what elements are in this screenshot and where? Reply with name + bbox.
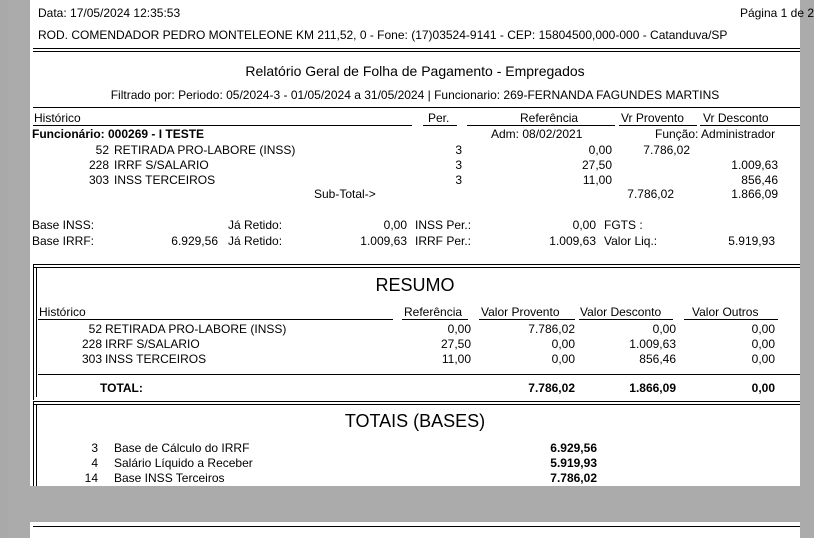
col-underline-per xyxy=(423,125,457,126)
resumo-outros: 0,00 xyxy=(751,337,775,351)
subtotal-label: Sub-Total-> xyxy=(314,187,376,201)
company-address: ROD. COMENDADOR PEDRO MONTELEONE KM 211,52, 0 - Fone: (17)03524-9141 - CEP: 15804500,000-000 - Catanduva/SP xyxy=(38,28,728,42)
employee-label: Funcionário: 000269 - I TESTE xyxy=(32,127,205,141)
detail-desc: INSS TERCEIROS xyxy=(114,173,216,187)
detail-provento: 7.786,02 xyxy=(643,143,690,157)
totais-divider-top xyxy=(33,401,800,402)
resumo-provento: 0,00 xyxy=(551,352,575,366)
header-divider-bottom xyxy=(33,51,800,52)
resumo-col-historico: Histórico xyxy=(39,305,86,319)
detail-per: 3 xyxy=(455,143,462,157)
base-inss-label: Base INSS: xyxy=(32,218,95,232)
resumo-ref: 11,00 xyxy=(441,352,471,366)
resumo-desconto: 0,00 xyxy=(652,322,676,336)
detail-desc: RETIRADA PRO-LABORE (INSS) xyxy=(114,143,296,157)
next-page-divider xyxy=(33,526,800,527)
irrf-per-value: 1.009,63 xyxy=(549,234,596,248)
report-filter: Filtrado por: Periodo: 05/2024-3 - 01/05/2024 a 31/05/2024 | Funcionario: 269-FERNANDA FAGUNDES MARTINS xyxy=(110,88,720,102)
ja-retido-label: Já Retido: xyxy=(228,218,283,232)
col-vr-desconto: Vr Desconto xyxy=(703,111,769,125)
col-underline-referencia xyxy=(467,125,615,126)
resumo-total-line xyxy=(38,374,800,375)
resumo-code: 228 xyxy=(81,337,102,351)
viewer-left-margin xyxy=(0,0,8,538)
resumo-desconto: 1.009,63 xyxy=(629,337,676,351)
resumo-underline-referencia xyxy=(402,319,468,320)
totais-desc: Base de Cálculo do IRRF xyxy=(114,441,250,455)
totais-title: TOTAIS (BASES) xyxy=(344,411,486,431)
col-underline-desconto xyxy=(700,125,800,126)
col-per: Per. xyxy=(428,111,450,125)
report-title: Relatório Geral de Folha de Pagamento - Empregados xyxy=(245,63,585,79)
inss-per-label: INSS Per.: xyxy=(415,218,472,232)
resumo-title: RESUMO xyxy=(375,275,455,295)
resumo-underline-provento xyxy=(479,319,575,320)
subtotal-provento: 7.786,02 xyxy=(627,187,674,201)
report-page xyxy=(30,0,814,486)
resumo-underline-historico xyxy=(38,319,393,320)
detail-per: 3 xyxy=(455,158,462,172)
totais-desc: Base INSS Terceiros xyxy=(114,471,225,485)
resumo-desc: IRRF S/SALARIO xyxy=(105,337,200,351)
resumo-col-referencia: Referência xyxy=(404,305,463,319)
detail-desconto: 856,46 xyxy=(741,173,778,187)
col-referencia: Referência xyxy=(520,111,579,125)
print-date: Data: 17/05/2024 12:35:53 xyxy=(38,6,181,20)
resumo-total-desconto: 1.866,09 xyxy=(629,381,676,395)
resumo-divider-bottom xyxy=(33,267,800,268)
totais-divider-bottom xyxy=(33,404,800,405)
detail-ref: 11,00 xyxy=(582,173,612,187)
resumo-divider-top xyxy=(33,264,800,265)
resumo-total-outros: 0,00 xyxy=(751,381,775,395)
filter-divider xyxy=(33,107,800,108)
resumo-desconto: 856,46 xyxy=(639,352,676,366)
ja-retido-label: Já Retido: xyxy=(228,234,283,248)
totais-num: 3 xyxy=(91,441,98,455)
detail-ref: 0,00 xyxy=(588,143,612,157)
resumo-total-label: TOTAL: xyxy=(100,381,143,395)
valor-liq-label: Valor Liq.: xyxy=(604,234,658,248)
detail-code: 52 xyxy=(95,143,109,157)
totais-value: 7.786,02 xyxy=(550,471,597,485)
resumo-desc: INSS TERCEIROS xyxy=(105,352,207,366)
ja-retido-value: 0,00 xyxy=(383,218,407,232)
resumo-provento: 0,00 xyxy=(551,337,575,351)
resumo-col-valor-desconto: Valor Desconto xyxy=(580,305,662,319)
subtotal-desconto: 1.866,09 xyxy=(731,187,778,201)
resumo-ref: 27,50 xyxy=(440,337,471,351)
resumo-desc: RETIRADA PRO-LABORE (INSS) xyxy=(105,322,287,336)
fgts-label: FGTS : xyxy=(604,218,643,232)
resumo-col-valor-provento: Valor Provento xyxy=(481,305,560,319)
resumo-outros: 0,00 xyxy=(751,322,775,336)
totais-value: 6.929,56 xyxy=(550,441,597,455)
resumo-underline-outros xyxy=(684,319,778,320)
totais-num: 14 xyxy=(84,471,98,485)
resumo-code: 52 xyxy=(88,322,102,336)
detail-code: 303 xyxy=(88,173,109,187)
irrf-per-label: IRRF Per.: xyxy=(415,234,472,248)
base-irrf-value: 6.929,56 xyxy=(171,234,218,248)
resumo-ref: 0,00 xyxy=(447,322,471,336)
detail-ref: 27,50 xyxy=(581,158,612,172)
admission-date: Adm: 08/02/2021 xyxy=(491,127,583,141)
employee-role: Função: Administrador xyxy=(655,127,776,141)
totais-num: 4 xyxy=(91,456,98,470)
next-page-preview xyxy=(30,522,800,538)
detail-code: 228 xyxy=(88,158,109,172)
resumo-outros: 0,00 xyxy=(751,352,775,366)
inss-per-value: 0,00 xyxy=(572,218,596,232)
valor-liq-value: 5.919,93 xyxy=(728,234,775,248)
col-vr-provento: Vr Provento xyxy=(621,111,684,125)
base-irrf-label: Base IRRF: xyxy=(32,234,95,248)
resumo-code: 303 xyxy=(81,352,102,366)
detail-per: 3 xyxy=(455,173,462,187)
resumo-col-valor-outros: Valor Outros xyxy=(692,305,759,319)
ja-retido-value: 1.009,63 xyxy=(360,234,407,248)
resumo-provento: 7.786,02 xyxy=(528,322,575,336)
resumo-total-provento: 7.786,02 xyxy=(528,381,575,395)
col-underline-provento xyxy=(619,125,697,126)
detail-desconto: 1.009,63 xyxy=(731,158,778,172)
totais-desc: Salário Líquido a Receber xyxy=(114,456,253,470)
header-divider-top xyxy=(33,48,800,49)
col-underline-historico xyxy=(33,125,412,126)
page-number: Página 1 de 2 xyxy=(739,6,814,20)
detail-desc: IRRF S/SALARIO xyxy=(114,158,209,172)
totais-value: 5.919,93 xyxy=(550,456,597,470)
col-historico: Histórico xyxy=(34,111,81,125)
resumo-underline-desconto xyxy=(579,319,673,320)
